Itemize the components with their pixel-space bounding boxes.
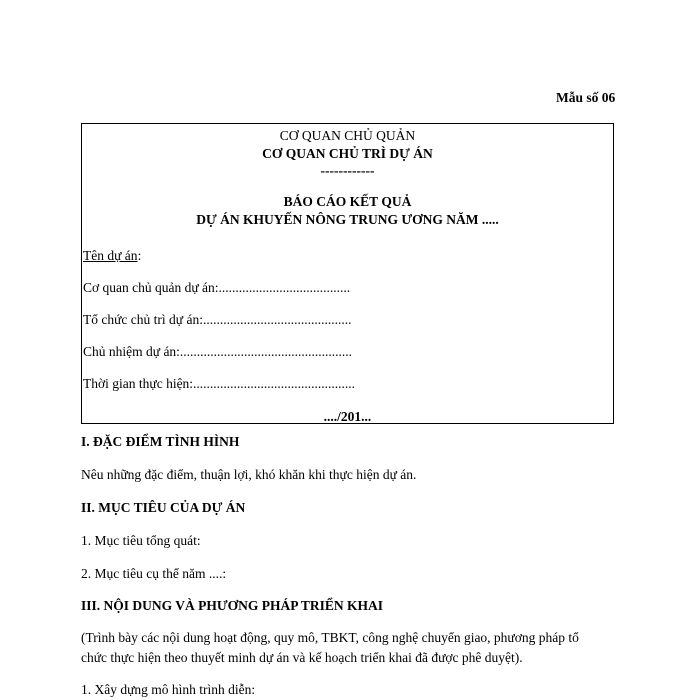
implementing-agency-title: CƠ QUAN CHỦ TRÌ DỰ ÁN: [262, 146, 433, 161]
report-date: ..../201...: [323, 409, 372, 424]
project-name-colon: :: [137, 248, 142, 263]
section-2-item-2: 2. Mục tiêu cụ thể năm ....:: [81, 566, 227, 581]
managing-agency-field: Cơ quan chủ quản dự án:.......................................: [83, 280, 351, 295]
section-3-text-line-2: chức thực hiện theo thuyết minh dự án và kế hoạch triển khai đã được phê duyệt).: [81, 650, 523, 665]
implementing-org-field: Tổ chức chủ trì dự án:............................................: [83, 312, 352, 327]
section-1-text: Nêu những đặc điểm, thuận lợi, khó khăn khi thực hiện dự án.: [81, 467, 417, 482]
section-2-item-1: 1. Mục tiêu tổng quát:: [81, 533, 201, 548]
section-2-heading: II. MỤC TIÊU CỦA DỰ ÁN: [81, 500, 246, 515]
form-number: Mẫu số 06: [556, 90, 616, 105]
title-separator: ------------: [320, 163, 375, 178]
duration-field: Thời gian thực hiện:................................................: [83, 376, 356, 391]
report-subtitle: DỰ ÁN KHUYẾN NÔNG TRUNG ƯƠNG NĂM .....: [196, 212, 499, 227]
section-1-heading: I. ĐẶC ĐIỂM TÌNH HÌNH: [81, 434, 240, 449]
project-name-field: [83, 248, 141, 264]
managing-agency-title: CƠ QUAN CHỦ QUẢN: [279, 128, 416, 143]
section-3-heading: III. NỘI DUNG VÀ PHƯƠNG PHÁP TRIỂN KHAI: [81, 598, 384, 613]
report-title: BÁO CÁO KẾT QUẢ: [283, 194, 412, 209]
section-3-item-1: 1. Xây dựng mô hình trình diễn:: [81, 682, 256, 697]
project-name-label: Tên dự án: [83, 248, 138, 263]
section-3-text-line-1: (Trình bày các nội dung hoạt động, quy mô, TBKT, công nghệ chuyển giao, phương pháp tổ: [81, 630, 579, 645]
project-lead-field: Chủ nhiệm dự án:...................................................: [83, 344, 353, 359]
